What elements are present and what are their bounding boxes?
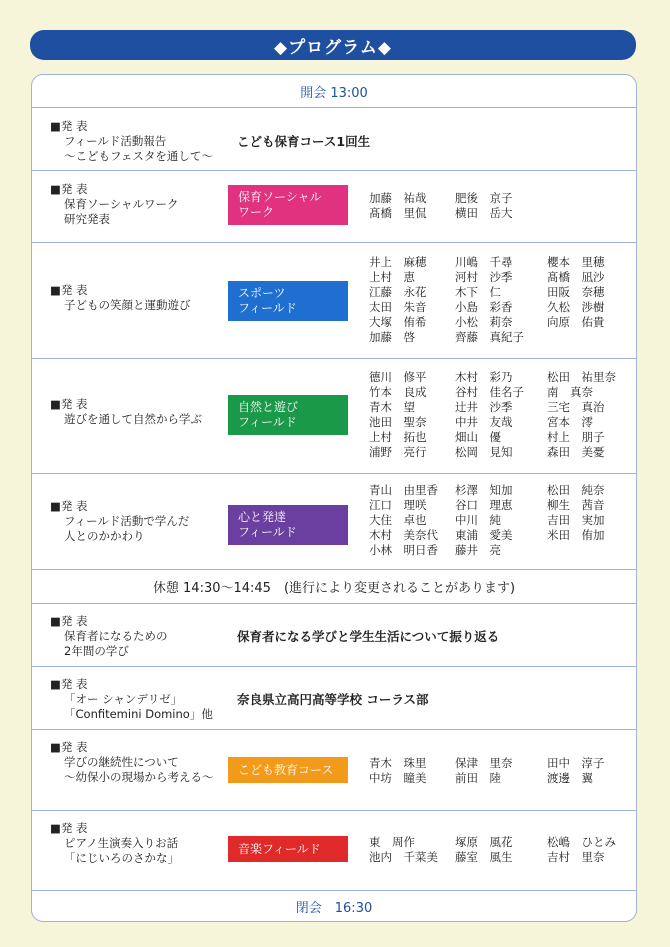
session-row [32, 243, 636, 359]
member-name: 藤井 亮 [455, 543, 501, 557]
session-heading: ■発 表 [50, 740, 88, 754]
member-name: 横田 岳大 [455, 206, 513, 220]
member-name: 肥後 京子 [455, 191, 513, 205]
member-name: 松田 純奈 [547, 483, 605, 497]
member-name: 向原 佑貴 [547, 315, 605, 329]
member-name: 大塚 侑希 [369, 315, 427, 329]
member-name: 谷口 理恵 [455, 498, 513, 512]
member-name: 吉村 里奈 [547, 850, 605, 864]
session-label [50, 677, 213, 722]
member-name: 太田 朱音 [369, 300, 427, 314]
session-label [50, 821, 179, 866]
session-presenter: こども保育コース1回生 [237, 134, 371, 149]
session-heading: ■発 表 [50, 614, 88, 628]
member-name: 加藤 祐哉 [369, 191, 427, 205]
member-name: 宮本 澪 [547, 415, 593, 429]
session-title-line: 「にじいろのさかな」 [64, 851, 179, 865]
session-title-line: 人とのかかわり [64, 529, 145, 543]
member-name: 田阪 奈穂 [547, 285, 605, 299]
session-title-line: ～こどもフェスタを通して～ [64, 149, 213, 163]
field-block [228, 185, 348, 225]
session-title-line: 保育者になるための [64, 629, 168, 643]
member-name: 田中 淳子 [547, 756, 605, 770]
member-name: 齊藤 真紀子 [455, 330, 524, 344]
member-name: 青山 由里香 [369, 483, 438, 497]
member-name: 藤室 風生 [455, 850, 513, 864]
member-name: 村上 朋子 [547, 430, 605, 444]
field-block-line: フィールド [238, 525, 297, 539]
opening-row [32, 75, 636, 108]
session-title-line: ～幼保小の現場から考える～ [64, 770, 214, 784]
member-name: 久松 渉樹 [547, 300, 605, 314]
field-block-line: こども教育コース [238, 762, 334, 777]
session-title-line: 遊びを通して自然から学ぶ [64, 412, 202, 426]
field-block-line: 音楽フィールド [238, 841, 321, 856]
session-label [50, 182, 179, 227]
session-heading: ■発 表 [50, 499, 88, 513]
member-name: 竹本 良成 [369, 385, 427, 399]
session-title-line: 「オー シャンデリゼ」 [64, 692, 183, 706]
field-block-line: フィールド [238, 301, 297, 315]
session-title-line: 2年間の学び [64, 644, 129, 658]
member-name: 塚原 風花 [455, 835, 513, 849]
member-name: 井上 麻穂 [369, 255, 427, 269]
field-block-line: ワーク [238, 205, 275, 219]
session-title-line: フィールド活動で学んだ [64, 514, 190, 528]
member-name: 德川 修平 [369, 370, 427, 384]
member-name: 木村 彩乃 [455, 370, 513, 384]
member-name: 中坊 瞳美 [369, 771, 427, 785]
member-name: 米田 侑加 [547, 528, 605, 542]
session-label [50, 499, 189, 544]
session-title-line: ピアノ生演奏入りお話 [64, 836, 179, 850]
member-name: 保津 里奈 [455, 756, 513, 770]
member-name: 髙橋 里侃 [369, 206, 427, 220]
session-row [32, 474, 636, 570]
member-name: 上村 恵 [369, 270, 415, 284]
session-label [50, 119, 213, 164]
closing-row [32, 891, 636, 921]
member-name: 松田 祐里奈 [547, 370, 616, 384]
session-row [32, 811, 636, 891]
member-name: 渡邊 翼 [547, 771, 593, 785]
session-row [32, 730, 636, 811]
member-name: 青木 望 [369, 400, 415, 414]
member-name: 浦野 亮行 [369, 445, 427, 459]
member-name: 谷村 佳名子 [455, 385, 524, 399]
member-name: 池田 聖奈 [369, 415, 427, 429]
session-title-line: 保育ソーシャルワーク [64, 197, 179, 211]
session-title-line: 研究発表 [64, 212, 110, 226]
session-label [50, 397, 202, 427]
member-name: 加藤 啓 [369, 330, 415, 344]
member-name: 辻井 沙季 [455, 400, 513, 414]
break-notice: 休憩 14:30～14:45 (進行により変更されることがあります) [152, 581, 516, 596]
member-name: 池内 千菜美 [369, 850, 438, 864]
program-title: ◆プログラム◆ [274, 37, 392, 58]
member-name: 柳生 茜音 [547, 498, 605, 512]
program-title-bar [30, 30, 636, 60]
session-heading: ■発 表 [50, 119, 88, 133]
member-name: 大住 卓也 [369, 513, 427, 527]
member-name: 青木 珠里 [369, 756, 427, 770]
member-name: 杉澤 知加 [455, 483, 513, 497]
field-block [228, 505, 348, 545]
member-name: 江藤 永花 [369, 285, 427, 299]
member-name: 東 周作 [369, 835, 415, 849]
field-block [228, 836, 348, 862]
member-name: 三宅 真治 [547, 400, 605, 414]
member-name: 河村 沙季 [455, 270, 513, 284]
member-name: 吉田 実加 [547, 513, 605, 527]
member-name: 畑山 優 [455, 430, 501, 444]
member-name: 櫻本 里穂 [547, 255, 605, 269]
member-name: 木下 仁 [455, 285, 501, 299]
opening-time: 開会 13:00 [300, 85, 368, 101]
session-presenter: 奈良県立高円高等学校 コーラス部 [237, 692, 429, 707]
session-label [50, 283, 191, 313]
member-name: 森田 美憂 [547, 445, 605, 459]
member-name: 小松 莉奈 [455, 315, 513, 329]
session-title-line: フィールド活動報告 [64, 134, 167, 148]
session-row [32, 171, 636, 243]
session-row [32, 359, 636, 474]
member-name: 小島 彩香 [455, 300, 513, 314]
field-block-line: スポーツ [238, 286, 286, 300]
member-name: 木村 美奈代 [369, 528, 438, 542]
member-name: 松嶋 ひとみ [547, 835, 616, 849]
member-name: 前田 陸 [455, 771, 501, 785]
closing-time: 閉会 16:30 [295, 900, 373, 916]
member-name: 東浦 愛美 [455, 528, 513, 542]
member-name: 江口 理咲 [369, 498, 427, 512]
member-name: 小林 明日香 [369, 543, 438, 557]
member-name: 南 真奈 [547, 385, 593, 399]
session-label [50, 614, 168, 659]
session-heading: ■発 表 [50, 283, 88, 297]
field-block-line: 心と発達 [238, 510, 287, 524]
member-name: 中川 純 [455, 513, 501, 527]
session-label [50, 740, 214, 785]
session-title-line: 子どもの笑顔と運動遊び [64, 298, 191, 312]
field-block-line: フィールド [238, 415, 297, 429]
session-title-line: 「Confitemini Domino」他 [64, 707, 213, 721]
break-row [32, 570, 636, 604]
member-name: 中井 友哉 [455, 415, 513, 429]
session-heading: ■発 表 [50, 677, 88, 691]
member-name: 川嶋 千尋 [455, 255, 513, 269]
session-row [32, 667, 636, 730]
session-row [32, 604, 636, 667]
session-heading: ■発 表 [50, 182, 88, 196]
member-name: 松岡 見知 [455, 445, 513, 459]
session-row [32, 108, 636, 171]
member-name: 上村 拓也 [369, 430, 427, 444]
session-title-line: 学びの継続性について [64, 755, 179, 769]
field-block [228, 281, 348, 321]
member-name: 髙橋 凪沙 [547, 270, 605, 284]
field-block [228, 757, 348, 783]
field-block-line: 保育ソーシャル [238, 190, 322, 204]
field-block [228, 395, 348, 435]
session-heading: ■発 表 [50, 397, 88, 411]
session-presenter: 保育者になる学びと学生生活について振り返る [237, 629, 500, 644]
field-block-line: 自然と遊び [238, 400, 299, 414]
session-heading: ■発 表 [50, 821, 88, 835]
program-panel [31, 74, 637, 922]
